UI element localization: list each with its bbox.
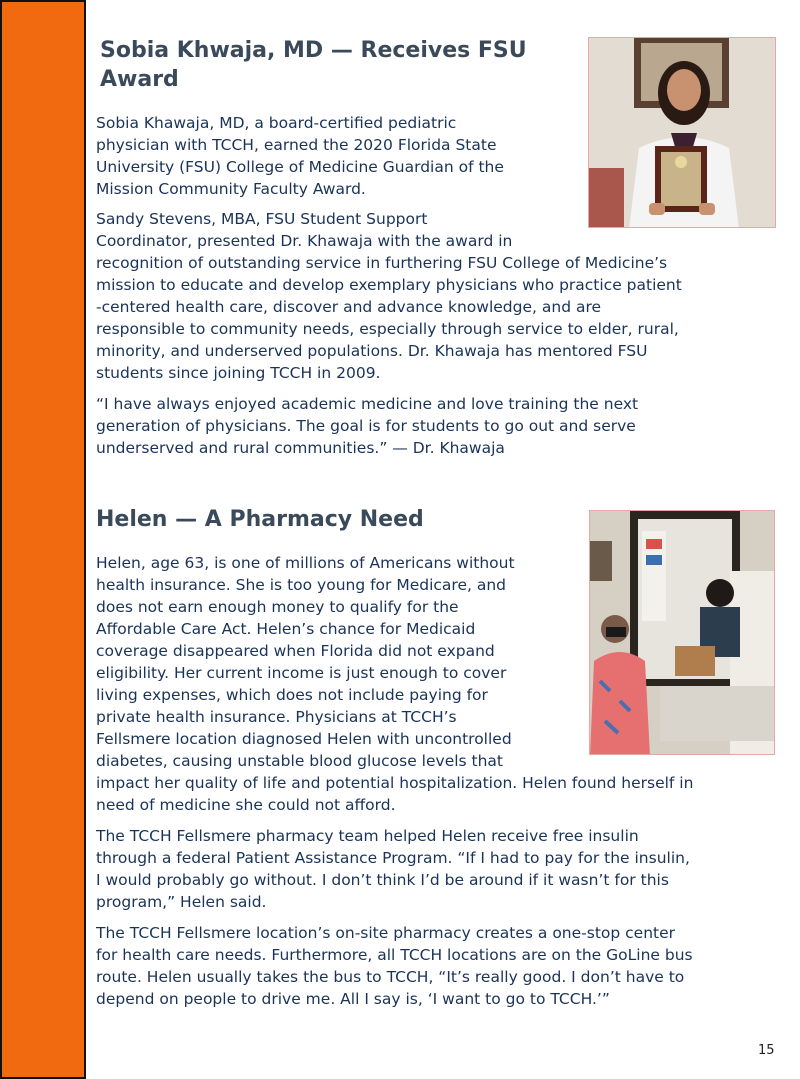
section1-quote	[96, 393, 786, 459]
text-line: Sandy Stevens, MBA, FSU Student Support	[96, 210, 428, 228]
text-line: Affordable Care Act. Helen’s chance for Medicaid	[96, 620, 476, 638]
text-line: Coordinator, presented Dr. Khawaja with the award in	[96, 232, 513, 250]
text-line: I would probably go without. I don’t think I’d be around if it wasn’t for this	[96, 871, 669, 889]
text-line: Mission Community Faculty Award.	[96, 180, 366, 198]
section1-paragraph-2	[96, 208, 786, 384]
text-line: for health care needs. Furthermore, all TCCH locations are on the GoLine bus	[96, 946, 693, 964]
text-line: -centered health care, discover and advance knowledge, and are	[96, 298, 602, 316]
text-line: living expenses, which does not include paying for	[96, 686, 488, 704]
text-line: coverage disappeared when Florida did not expand	[96, 642, 495, 660]
text-line: mission to educate and develop exemplary physicians who practice patient	[96, 276, 682, 294]
text-line: recognition of outstanding service in furthering FSU College of Medicine’s	[96, 254, 668, 272]
award-photo-illustration	[589, 38, 776, 228]
text-line: The TCCH Fellsmere pharmacy team helped Helen receive free insulin	[96, 827, 639, 845]
text-line: University (FSU) College of Medicine Guardian of the	[96, 158, 504, 176]
text-line: Helen, age 63, is one of millions of Americans without	[96, 554, 515, 572]
text-line: The TCCH Fellsmere location’s on-site pharmacy creates a one-stop center	[96, 924, 676, 942]
text-line: Fellsmere location diagnosed Helen with uncontrolled	[96, 730, 512, 748]
section2-paragraph-2	[96, 825, 786, 913]
page-content	[96, 0, 786, 1079]
orange-side-bar	[0, 0, 86, 1079]
section2-title: Helen — A Pharmacy Need	[96, 507, 424, 532]
section2-paragraph-1	[96, 552, 786, 816]
text-line: through a federal Patient Assistance Program. “If I had to pay for the insulin,	[96, 849, 690, 867]
text-line: minority, and underserved populations. Dr. Khawaja has mentored FSU	[96, 342, 648, 360]
text-line: diabetes, causing unstable blood glucose levels that	[96, 752, 504, 770]
text-line: eligibility. Her current income is just enough to cover	[96, 664, 507, 682]
text-line: generation of physicians. The goal is for students to go out and serve	[96, 417, 636, 435]
text-line: program,” Helen said.	[96, 893, 267, 911]
text-line: health insurance. She is too young for Medicare, and	[96, 576, 507, 594]
text-line: responsible to community needs, especially through service to elder, rural,	[96, 320, 679, 338]
page-number: 15	[758, 1043, 775, 1058]
section2-paragraph-3	[96, 922, 786, 1010]
text-line: students since joining TCCH in 2009.	[96, 364, 381, 382]
award-photo	[588, 37, 776, 228]
text-line: route. Helen usually takes the bus to TCCH, “It’s really good. I don’t have to	[96, 968, 685, 986]
text-line: underserved and rural communities.” — Dr. Khawaja	[96, 439, 505, 457]
section1-paragraph-1	[96, 112, 566, 200]
text-line: Sobia Khawaja, MD, a board-certified pediatric	[96, 114, 457, 132]
text-line: private health insurance. Physicians at TCCH’s	[96, 708, 457, 726]
text-line: does not earn enough money to qualify for the	[96, 598, 459, 616]
text-line: impact her quality of life and potential hospitalization. Helen found herself in	[96, 774, 694, 792]
text-line: depend on people to drive me. All I say is, ‘I want to go to TCCH.’”	[96, 990, 610, 1008]
text-line: need of medicine she could not afford.	[96, 796, 396, 814]
text-line: “I have always enjoyed academic medicine and love training the next	[96, 395, 639, 413]
section1-title: Sobia Khwaja, MD — Receives FSU Award	[100, 38, 527, 92]
text-line: physician with TCCH, earned the 2020 Florida State	[96, 136, 497, 154]
